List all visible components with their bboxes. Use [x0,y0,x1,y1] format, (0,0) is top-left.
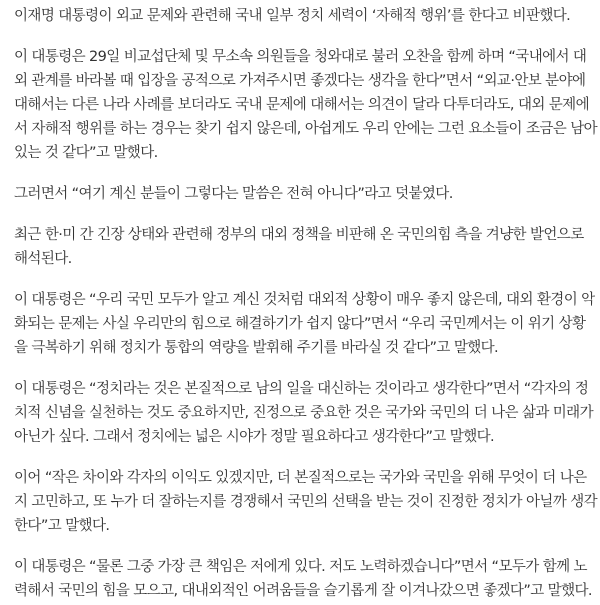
paragraph-5 [14,288,595,360]
paragraph-line: 한다”고 말했다. [14,518,110,534]
paragraph-line: 이 대통령은 “우리 국민 모두가 알고 계신 것처럼 대외적 상황이 매우 좋지 않은데, 대외 환경이 악 [14,292,595,308]
paragraph-2 [14,45,598,165]
paragraph-line: 아닌가 싶다. 그래서 정치에는 넓은 시야가 정말 필요하다고 생각한다”고 말했다. [14,429,495,445]
paragraph-line: 이 대통령은 29일 비교섭단체 및 무소속 의원들을 청와대로 불러 오찬을 함께 하며 “국내에서 대 [14,49,587,65]
paragraph-line: 이 대통령은 “물론 그중 가장 큰 책임은 저에게 있다. 저도 노력하겠습니다”면서 “모두가 함께 노 [14,559,587,575]
paragraph-line: 지 고민하고, 또 누가 더 잘하는지를 경쟁해서 국민의 선택을 받는 것이 진정한 정치가 아닐까 생각 [14,494,598,510]
paragraph-line: 을 극복하기 위해 정치가 통합의 역량을 발휘해 주기를 바라실 것 같다”고 말했다. [14,340,499,356]
paragraph-line: 외 관계를 바라볼 때 입장을 공적으로 가져주시면 좋겠다는 생각을 한다”면서 “외교·안보 분야에 [14,73,586,89]
paragraph-1 [14,4,580,28]
paragraph-6 [14,377,593,449]
paragraph-line: 해석된다. [14,251,72,267]
paragraph-line: 력해서 국민의 힘을 모으고, 대내외적인 어려움들을 슬기롭게 잘 이겨나갔으면 좋겠다”고 말했다. [14,583,592,599]
paragraph-line: 치적 신념을 실천하는 것도 중요하지만, 진정으로 중요한 것은 국가와 국민의 더 나은 삶과 미래가 [14,405,593,421]
paragraph-4 [14,223,584,271]
paragraph-line: 화되는 문제는 사실 우리만의 힘으로 해결하기가 쉽지 않다”면서 “우리 국민께서는 이 위기 상황 [14,316,586,332]
paragraph-line: 이재명 대통령이 외교 문제와 관련해 국내 일부 정치 세력이 ‘자해적 행위’를 한다고 비판했다. [14,8,571,24]
paragraph-3 [14,182,580,206]
paragraph-line: 이 대통령은 “정치라는 것은 본질적으로 남의 일을 대신하는 것이라고 생각한다”면서 “각자의 정 [14,381,589,397]
paragraph-7 [14,466,598,538]
paragraph-line: 그러면서 “여기 계신 분들이 그렇다는 말씀은 전혀 아니다”라고 덧붙였다. [14,186,453,202]
paragraph-line: 있는 것 같다”고 말했다. [14,145,158,161]
paragraph-line: 대해서는 다른 나라 사례를 보더라도 국내 문제에 대해서는 의견이 달라 다투더라도, 대외 문제에 [14,97,589,113]
paragraph-8 [14,555,592,603]
paragraph-line: 서 자해적 행위를 하는 경우는 찾기 쉽지 않은데, 아쉽게도 우리 안에는 그런 요소들이 조금은 남아 [14,121,598,137]
paragraph-line: 최근 한·미 간 긴장 상태와 관련해 정부의 대외 정책을 비판해 온 국민의힘 측을 겨냥한 발언으로 [14,227,584,243]
paragraph-line: 이어 “작은 차이와 각자의 이익도 있겠지만, 더 본질적으로는 국가와 국민을 위해 무엇이 더 나은 [14,470,587,486]
